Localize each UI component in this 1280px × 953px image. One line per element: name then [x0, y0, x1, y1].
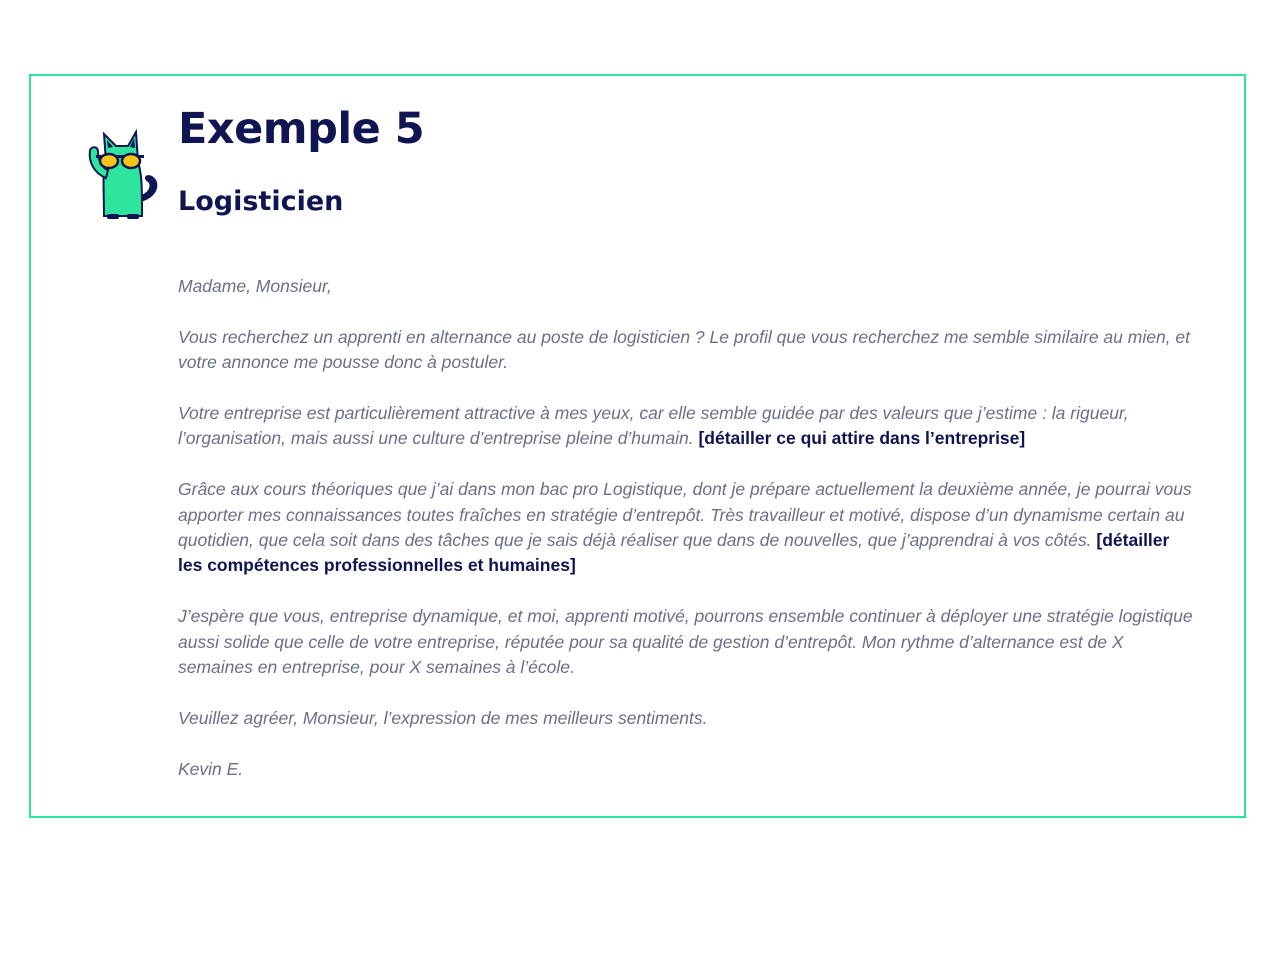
letter-paragraph-3 — [178, 477, 1198, 579]
letter-closing: Veuillez agréer, Monsieur, l’expression de mes meilleurs sentiments. — [178, 707, 708, 728]
paragraph-3-text: Grâce aux cours théoriques que j’ai dans mon bac pro Logistique, dont je prépare actuellement la deuxième année, je pourrai vous apporter mes connaissances toutes fraîches en stratégie d’entrepôt. Très travailleur et motivé, dispose d’un dynamisme certain au quotidien, que cela soit dans des tâches que je sais déjà réaliser que dans de nouvelles, que j’apprendrai à vos côtés. — [178, 479, 1192, 551]
letter-paragraph-2 — [178, 401, 1198, 452]
letter-greeting: Madame, Monsieur, — [178, 276, 332, 296]
placeholder-skills: [détailler les compétences professionnelles et humaines] — [178, 530, 1170, 576]
page-title: Exemple 5 — [178, 104, 425, 154]
cover-letter — [178, 274, 1198, 782]
job-subtitle: Logisticien — [178, 186, 344, 217]
cat-mascot-icon — [82, 128, 166, 224]
letter-signature: Kevin E. — [178, 758, 244, 779]
placeholder-company-appeal: [détailler ce qui attire dans l’entreprise] — [698, 428, 1026, 449]
paragraph-2-text: Votre entreprise est particulièrement attractive à mes yeux, car elle semble guidée par des valeurs que j’estime : la rigueur, l’organisation, mais aussi une culture d’entreprise pleine d’humain. — [178, 403, 1129, 449]
letter-paragraph-1: Vous recherchez un apprenti en alternance au poste de logisticien ? Le profil que vous recherchez me semble similaire au mien, et votre annonce me pousse donc à postuler. — [178, 326, 1191, 373]
letter-paragraph-4: J’espère que vous, entreprise dynamique, et moi, apprenti motivé, pourrons ensemble continuer à déployer une stratégie logistique aussi solide que celle de votre entreprise, réputée pour sa qualité de gestion d’entrepôt. Mon rythme d’alternance est de X semaines en entreprise, pour X semaines à l’école. — [178, 606, 1193, 678]
